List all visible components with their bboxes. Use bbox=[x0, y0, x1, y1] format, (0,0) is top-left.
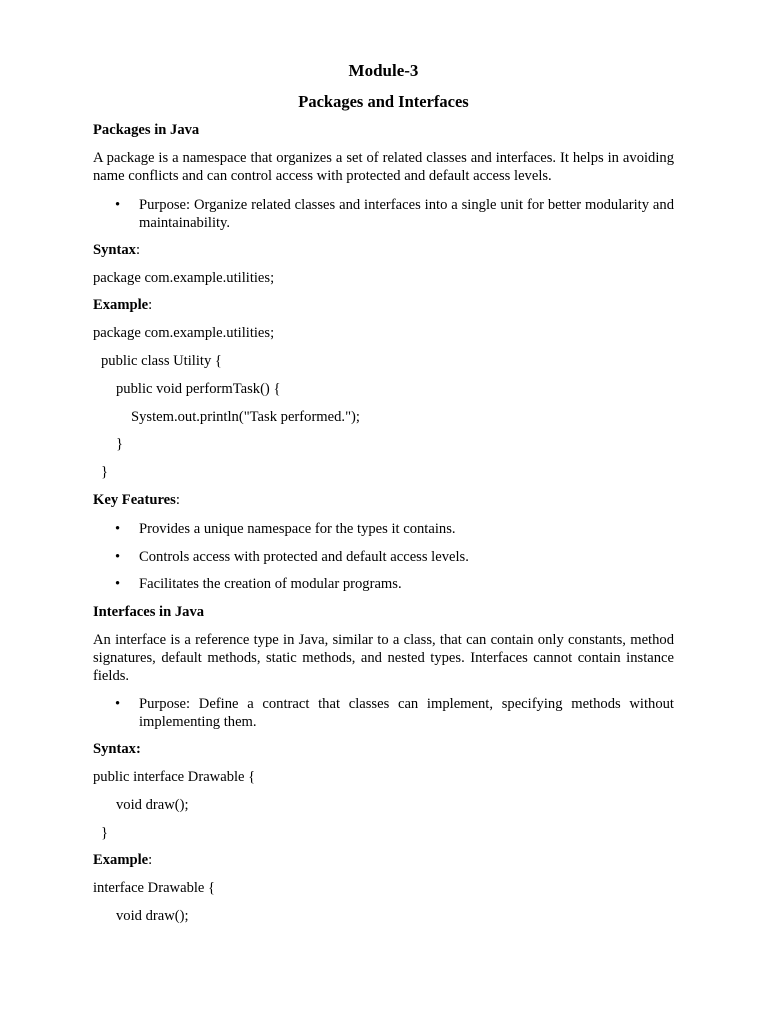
bullet-icon: • bbox=[115, 521, 121, 537]
packages-syntax-code: package com.example.utilities; bbox=[93, 270, 275, 286]
interfaces-syntax-code-line: } bbox=[101, 825, 109, 841]
interfaces-example-label: Example: bbox=[93, 852, 153, 868]
feature-text: Controls access with protected and default access levels. bbox=[139, 549, 469, 565]
interfaces-syntax-label: Syntax: bbox=[93, 741, 141, 757]
feature-text: Provides a unique namespace for the types it contains. bbox=[139, 521, 456, 537]
bullet-icon: • bbox=[115, 549, 121, 565]
bullet-icon: • bbox=[115, 576, 121, 592]
module-title: Module-3 bbox=[348, 61, 419, 80]
packages-purpose-text: Purpose: Organize related classes and interfaces into a single unit for better modularity and maintainability. bbox=[139, 197, 674, 231]
key-features-label: Key Features: bbox=[93, 492, 180, 508]
packages-example-code-line: } bbox=[116, 436, 124, 452]
packages-example-code-line: } bbox=[101, 464, 109, 480]
interfaces-syntax-code-line: void draw(); bbox=[116, 797, 189, 813]
packages-syntax-label: Syntax: bbox=[93, 242, 141, 258]
interfaces-purpose-text: Purpose: Define a contract that classes can implement, specifying methods without implementing them. bbox=[139, 696, 674, 730]
interfaces-syntax-code-line: public interface Drawable { bbox=[93, 769, 256, 785]
packages-heading: Packages in Java bbox=[93, 122, 200, 138]
packages-example-label: Example: bbox=[93, 297, 153, 313]
interfaces-example-code-line: interface Drawable { bbox=[93, 880, 216, 896]
interfaces-heading: Interfaces in Java bbox=[93, 604, 205, 620]
packages-intro-paragraph: A package is a namespace that organizes a set of related classes and interfaces. It helps in avoiding name conflicts and can control access with protected and default access levels. bbox=[93, 150, 674, 184]
interfaces-example-code-line: void draw(); bbox=[116, 908, 189, 924]
document-page bbox=[93, 0, 674, 1024]
interfaces-intro-paragraph: An interface is a reference type in Java, similar to a class, that can contain only constants, method signatures, default methods, static methods, and nested types. Interfaces cannot contain instance fields. bbox=[93, 632, 674, 684]
packages-example-code-line: package com.example.utilities; bbox=[93, 325, 275, 341]
bullet-icon: • bbox=[115, 197, 121, 213]
feature-text: Facilitates the creation of modular programs. bbox=[139, 576, 402, 592]
bullet-icon: • bbox=[115, 696, 121, 712]
section-title: Packages and Interfaces bbox=[298, 92, 469, 111]
packages-example-code-line: System.out.println("Task performed."); bbox=[131, 409, 360, 425]
packages-example-code-line: public class Utility { bbox=[101, 353, 222, 369]
packages-example-code-line: public void performTask() { bbox=[116, 381, 281, 397]
